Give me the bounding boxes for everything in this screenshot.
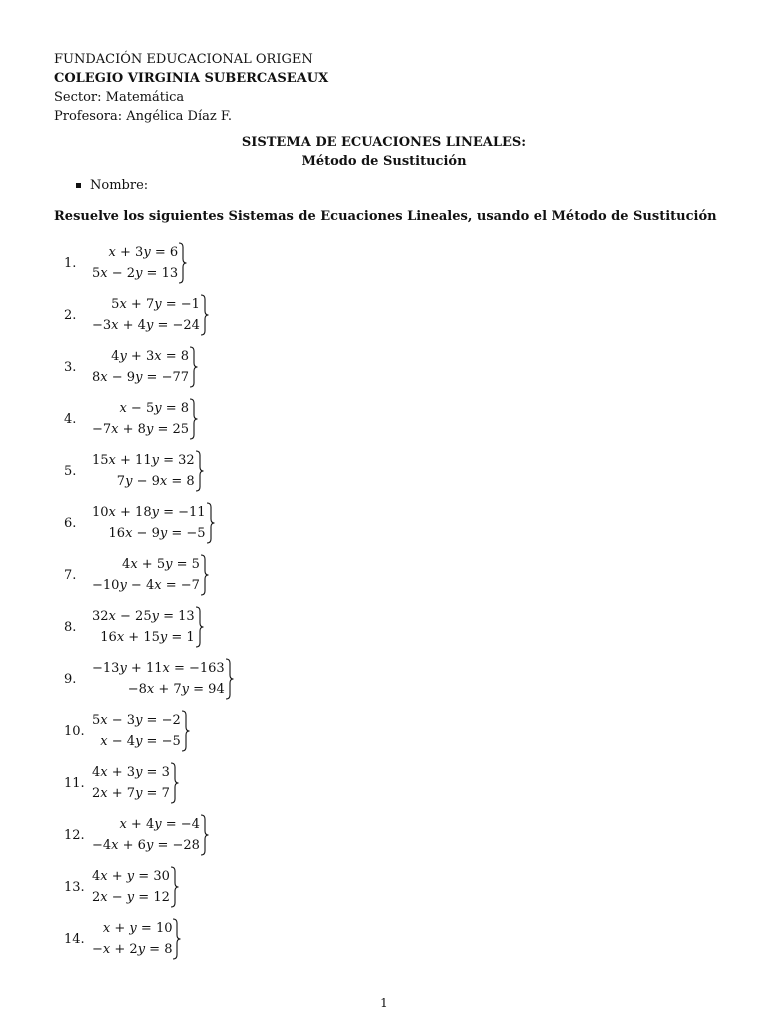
- equation: 10x + 18y = −11: [92, 505, 206, 520]
- problem-number: 7.: [64, 567, 77, 583]
- problem-number: 8.: [64, 619, 77, 635]
- equation: 15x + 11y = 32: [92, 453, 195, 468]
- problem-number: 4.: [64, 411, 77, 427]
- right-brace-icon: [189, 398, 198, 440]
- right-brace-icon: [225, 658, 234, 700]
- equation: x − 4y = −5: [100, 734, 181, 749]
- right-brace-icon: [178, 242, 187, 284]
- right-brace-icon: [170, 866, 179, 908]
- equation: 5x − 2y = 13: [92, 266, 179, 281]
- right-brace-icon: [170, 762, 179, 804]
- right-brace-icon: [200, 294, 209, 336]
- equation: 32x − 25y = 13: [92, 609, 195, 624]
- right-brace-icon: [181, 710, 190, 752]
- problem-number: 10.: [64, 723, 85, 739]
- equation: 16x + 15y = 1: [100, 630, 195, 645]
- equation: x + 4y = −4: [119, 817, 200, 832]
- equation: −7x + 8y = 25: [92, 422, 190, 437]
- bullet-icon: [76, 183, 81, 188]
- equation: x + 3y = 6: [108, 245, 179, 260]
- right-brace-icon: [206, 502, 215, 544]
- document-header: [54, 50, 328, 126]
- equation-system: [92, 710, 190, 752]
- equation-stack: [92, 814, 200, 856]
- problem-number: 13.: [64, 879, 85, 895]
- equation-stack: [92, 294, 200, 336]
- equation-system: [92, 398, 198, 440]
- problem-item: [64, 240, 187, 286]
- equation-system: [92, 294, 209, 336]
- problem-number: 3.: [64, 359, 77, 375]
- title-sub: Método de Sustitución: [301, 154, 467, 169]
- equation: −3x + 4y = −24: [92, 318, 200, 333]
- right-brace-icon: [200, 554, 209, 596]
- equation: 16x − 9y = −5: [108, 526, 206, 541]
- school-name: COLEGIO VIRGINIA SUBERCASEAUX: [54, 71, 329, 86]
- worksheet-title: [0, 133, 768, 171]
- problem-number: 5.: [64, 463, 77, 479]
- equation: 4x + 5y = 5: [122, 557, 200, 572]
- problem-item: [64, 708, 190, 754]
- problem-number: 2.: [64, 307, 77, 323]
- equation-stack: [92, 918, 172, 960]
- equation-system: [92, 814, 209, 856]
- problem-item: [64, 656, 234, 702]
- problem-number: 9.: [64, 671, 77, 687]
- problem-item: [64, 292, 209, 338]
- equation-stack: [92, 554, 200, 596]
- name-field-row: [76, 178, 148, 193]
- problem-item: [64, 500, 215, 546]
- problem-item: [64, 604, 204, 650]
- equation: 5x + 7y = −1: [111, 297, 200, 312]
- problem-item: [64, 864, 179, 910]
- equation: 5x − 3y = −2: [92, 713, 181, 728]
- sector-line: Sector: Matemática: [54, 90, 185, 105]
- equation: −8x + 7y = 94: [127, 682, 225, 697]
- equation-stack: [92, 658, 225, 700]
- foundation-name: FUNDACIÓN EDUCACIONAL ORIGEN: [54, 52, 313, 67]
- equation: −10y − 4x = −7: [92, 578, 200, 593]
- equation-stack: [92, 242, 178, 284]
- equation-stack: [92, 502, 206, 544]
- problem-number: 1.: [64, 255, 77, 271]
- problem-item: [64, 812, 209, 858]
- equation-stack: [92, 866, 170, 908]
- page-number: 1: [380, 996, 388, 1010]
- right-brace-icon: [195, 606, 204, 648]
- equation: 4x + 3y = 3: [92, 765, 170, 780]
- teacher-line: Profesora: Angélica Díaz F.: [54, 109, 232, 124]
- problem-item: [64, 552, 209, 598]
- equation-stack: [92, 398, 189, 440]
- problem-item: [64, 448, 204, 494]
- problem-item: [64, 396, 198, 442]
- equation-system: [92, 502, 215, 544]
- equation: 7y − 9x = 8: [116, 474, 195, 489]
- title-main: SISTEMA DE ECUACIONES LINEALES:: [241, 135, 527, 150]
- equation-system: [92, 554, 209, 596]
- equation-stack: [92, 762, 170, 804]
- instructions: Resuelve los siguientes Sistemas de Ecuaciones Lineales, usando el Método de Sustitución: [54, 209, 717, 224]
- equation-stack: [92, 346, 189, 388]
- right-brace-icon: [195, 450, 204, 492]
- equation-system: [92, 242, 187, 284]
- equation-system: [92, 866, 179, 908]
- equation-system: [92, 606, 204, 648]
- problem-item: [64, 344, 198, 390]
- equation-system: [92, 450, 204, 492]
- equation-stack: [92, 450, 195, 492]
- problem-item: [64, 760, 179, 806]
- equation: 2x − y = 12: [92, 890, 170, 905]
- equation-system: [92, 918, 181, 960]
- equation: 4y + 3x = 8: [111, 349, 190, 364]
- problem-number: 6.: [64, 515, 77, 531]
- equation-system: [92, 346, 198, 388]
- equation-system: [92, 762, 179, 804]
- problem-item: [64, 916, 181, 962]
- problem-number: 12.: [64, 827, 85, 843]
- equation: 8x − 9y = −77: [92, 370, 190, 385]
- right-brace-icon: [189, 346, 198, 388]
- equation: x − 5y = 8: [119, 401, 190, 416]
- equation-stack: [92, 710, 181, 752]
- name-label: Nombre:: [90, 178, 149, 193]
- equation: −x + 2y = 8: [92, 942, 173, 957]
- equation: −13y + 11x = −163: [92, 661, 225, 676]
- equation-stack: [92, 606, 195, 648]
- right-brace-icon: [172, 918, 181, 960]
- equation: −4x + 6y = −28: [92, 838, 200, 853]
- equation: 4x + y = 30: [92, 869, 170, 884]
- problem-number: 11.: [64, 775, 85, 791]
- equation-system: [92, 658, 234, 700]
- right-brace-icon: [200, 814, 209, 856]
- equation: x + y = 10: [102, 921, 173, 936]
- equation: 2x + 7y = 7: [92, 786, 170, 801]
- problem-number: 14.: [64, 931, 85, 947]
